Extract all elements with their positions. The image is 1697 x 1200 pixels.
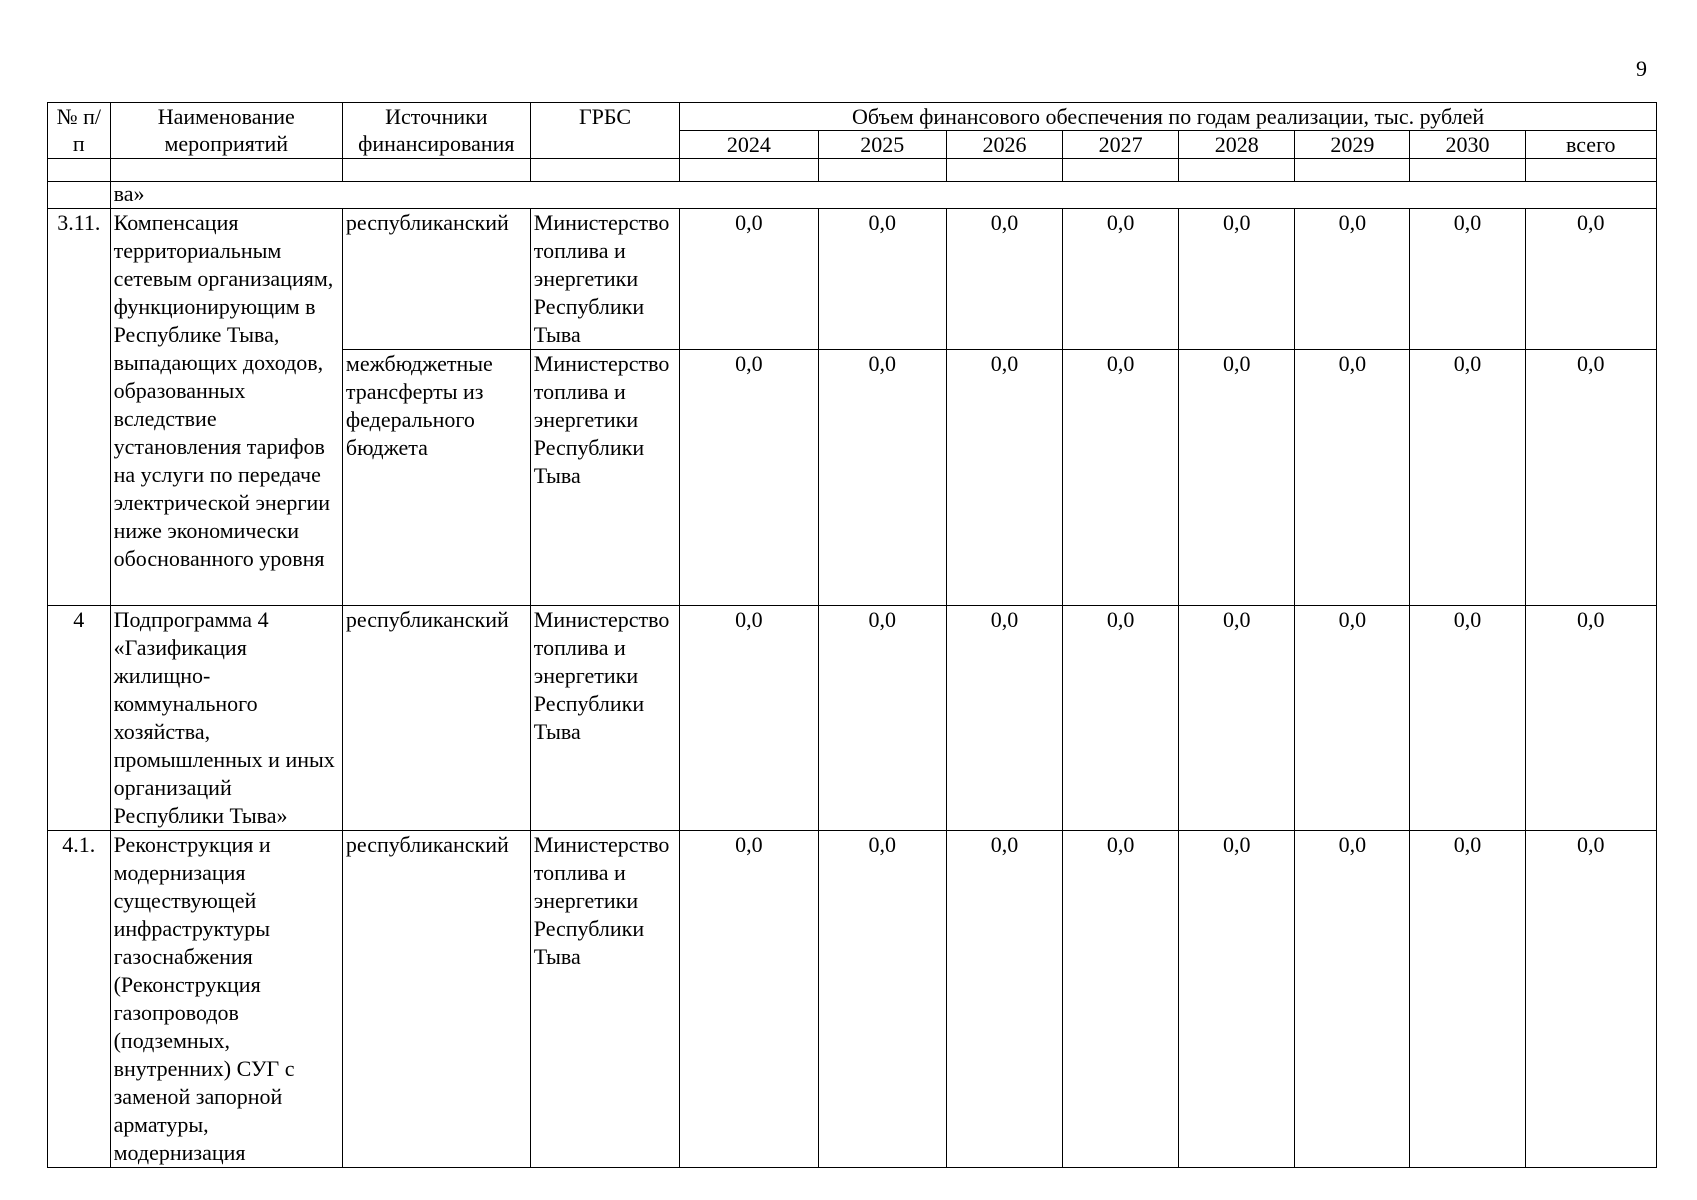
row-value: 0,0 [818, 606, 946, 831]
header-year: 2026 [946, 131, 1062, 159]
row-value: 0,0 [680, 209, 818, 350]
spacer-row [48, 159, 1657, 182]
continuation-row [48, 182, 1657, 209]
row-total: 0,0 [1525, 606, 1656, 831]
header-year: 2030 [1410, 131, 1525, 159]
row-total: 0,0 [1525, 209, 1656, 350]
row-num: 3.11. [48, 209, 111, 606]
header-year: 2028 [1179, 131, 1295, 159]
row-value: 0,0 [680, 606, 818, 831]
row-value: 0,0 [680, 831, 818, 1168]
row-value: 0,0 [818, 831, 946, 1168]
row-value: 0,0 [1179, 209, 1295, 350]
header-name: Наименование мероприятий [110, 103, 342, 159]
row-num: 4.1. [48, 831, 111, 1168]
header-grbs: ГРБС [530, 103, 679, 159]
row-value: 0,0 [1295, 606, 1410, 831]
table-row [48, 606, 1657, 831]
row-total: 0,0 [1525, 831, 1656, 1168]
row-grbs: Министерство топлива и энергетики Республики Тыва [530, 606, 679, 831]
row-value: 0,0 [1063, 606, 1179, 831]
row-value: 0,0 [818, 350, 946, 606]
row-source: республиканский [342, 606, 530, 831]
row-value: 0,0 [1179, 350, 1295, 606]
row-name: Реконструкция и модернизация существующей инфраструктуры газоснабжения (Реконструкция газопроводов (подземных, внутренних) СУГ с заменой запорной арматуры, модернизация [110, 831, 342, 1168]
row-source: республиканский [342, 831, 530, 1168]
row-value: 0,0 [1295, 209, 1410, 350]
row-grbs: Министерство топлива и энергетики Республики Тыва [530, 209, 679, 350]
row-value: 0,0 [1295, 831, 1410, 1168]
row-value: 0,0 [680, 350, 818, 606]
row-value: 0,0 [946, 831, 1062, 1168]
row-value: 0,0 [1410, 831, 1525, 1168]
row-grbs: Министерство топлива и энергетики Республики Тыва [530, 350, 679, 606]
row-value: 0,0 [1410, 209, 1525, 350]
continuation-text: ва» [110, 182, 1656, 209]
header-num: № п/п [48, 103, 111, 159]
table-row [48, 831, 1657, 1168]
header-total: всего [1525, 131, 1656, 159]
financing-table [47, 102, 1657, 1168]
row-value: 0,0 [1179, 606, 1295, 831]
row-value: 0,0 [1410, 350, 1525, 606]
row-value: 0,0 [1179, 831, 1295, 1168]
row-value: 0,0 [1063, 209, 1179, 350]
row-value: 0,0 [1063, 831, 1179, 1168]
row-value: 0,0 [1410, 606, 1525, 831]
header-source: Источники финансирования [342, 103, 530, 159]
row-value: 0,0 [1063, 350, 1179, 606]
row-name: Подпрограмма 4 «Газификация жилищно-коммунального хозяйства, промышленных и иных организаций Республики Тыва» [110, 606, 342, 831]
page-number: 9 [1636, 56, 1647, 81]
row-value: 0,0 [818, 209, 946, 350]
row-total: 0,0 [1525, 350, 1656, 606]
row-source: республиканский [342, 209, 530, 350]
row-value: 0,0 [1295, 350, 1410, 606]
table-row [48, 209, 1657, 350]
header-year: 2025 [818, 131, 946, 159]
row-grbs: Министерство топлива и энергетики Республики Тыва [530, 831, 679, 1168]
header-year: 2029 [1295, 131, 1410, 159]
row-value: 0,0 [946, 350, 1062, 606]
header-volume: Объем финансового обеспечения по годам реализации, тыс. рублей [680, 103, 1657, 131]
row-value: 0,0 [946, 606, 1062, 831]
header-year: 2027 [1063, 131, 1179, 159]
row-source: межбюджетные трансферты из федерального бюджета [342, 350, 530, 606]
row-name: Компенсация территориальным сетевым организациям, функционирующим в Республике Тыва, выпадающих доходов, образованных вследствие установления тарифов на услуги по передаче электрической энергии ниже экономически обоснованного уровня [110, 209, 342, 606]
row-value: 0,0 [946, 209, 1062, 350]
row-num: 4 [48, 606, 111, 831]
header-year: 2024 [680, 131, 818, 159]
